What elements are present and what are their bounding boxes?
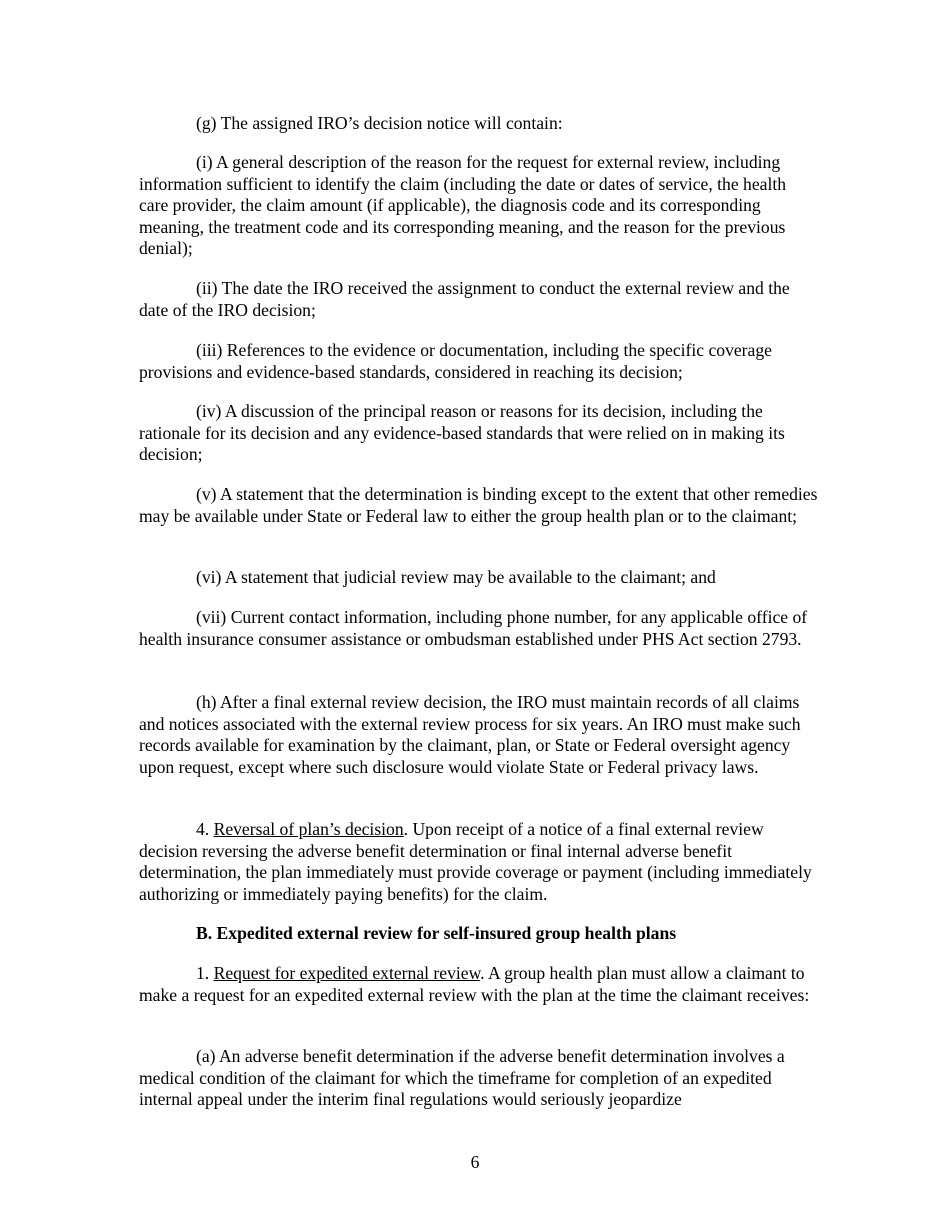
paragraph-g-vi: (vi) A statement that judicial review may be available to the claimant; and bbox=[196, 567, 716, 587]
paragraph-g-v: (v) A statement that the determination is binding except to the extent that other remedies may be available under State or Federal law to either the group health plan or to the claimant; bbox=[139, 484, 818, 526]
paragraph-g-intro: (g) The assigned IRO’s decision notice will contain: bbox=[196, 113, 563, 133]
item-4-number: 4. bbox=[196, 819, 214, 839]
paragraph-g-iii: (iii) References to the evidence or documentation, including the specific coverage provisions and evidence-based standards, considered in reaching its decision; bbox=[139, 340, 772, 382]
paragraph-b-1-a: (a) An adverse benefit determination if the adverse benefit determination involves a medical condition of the claimant for which the timeframe for completion of an expedited internal appeal under the interim final regulations would seriously jeopardize bbox=[139, 1046, 785, 1110]
section-b-heading: B. Expedited external review for self-insured group health plans bbox=[196, 923, 677, 943]
item-4-body: . Upon receipt of a notice of a final external review decision reversing the adverse benefit determination or final internal adverse benefit determination, the plan immediately must provide coverage or payment (including immediately authorizing or immediately paying benefits) for the claim. bbox=[139, 819, 812, 904]
paragraph-g-iv: (iv) A discussion of the principal reason or reasons for its decision, including the rationale for its decision and any evidence-based standards that were relied on in making its decision; bbox=[139, 401, 785, 465]
paragraph-g-vii: (vii) Current contact information, including phone number, for any applicable office of health insurance consumer assistance or ombudsman established under PHS Act section 2793. bbox=[139, 607, 808, 649]
paragraph-b-1 bbox=[139, 963, 819, 1006]
b-1-title: Request for expedited external review bbox=[213, 963, 481, 983]
paragraph-h: (h) After a final external review decision, the IRO must maintain records of all claims and notices associated with the external review process for six years. An IRO must make such records available for examination by the claimant, plan, or State or Federal oversight agency upon request, except where such disclosure would violate State or Federal privacy laws. bbox=[139, 692, 801, 777]
item-4-title: Reversal of plan’s decision bbox=[213, 819, 404, 839]
b-1-number: 1. bbox=[196, 963, 214, 983]
page-number: 6 bbox=[470, 1152, 480, 1172]
paragraph-g-i: (i) A general description of the reason for the request for external review, including information sufficient to identify the claim (including the date or dates of service, the health care provider, the claim amount (if applicable), the diagnosis code and its corresponding meaning, the treatment code and its corresponding meaning, and the reason for the previous denial); bbox=[139, 152, 787, 259]
b-1-body: . A group health plan must allow a claimant to make a request for an expedited external review with the plan at the time the claimant receives: bbox=[139, 963, 810, 1005]
paragraph-item-4 bbox=[139, 819, 819, 905]
paragraph-g-ii: (ii) The date the IRO received the assignment to conduct the external review and the date of the IRO decision; bbox=[139, 278, 790, 320]
